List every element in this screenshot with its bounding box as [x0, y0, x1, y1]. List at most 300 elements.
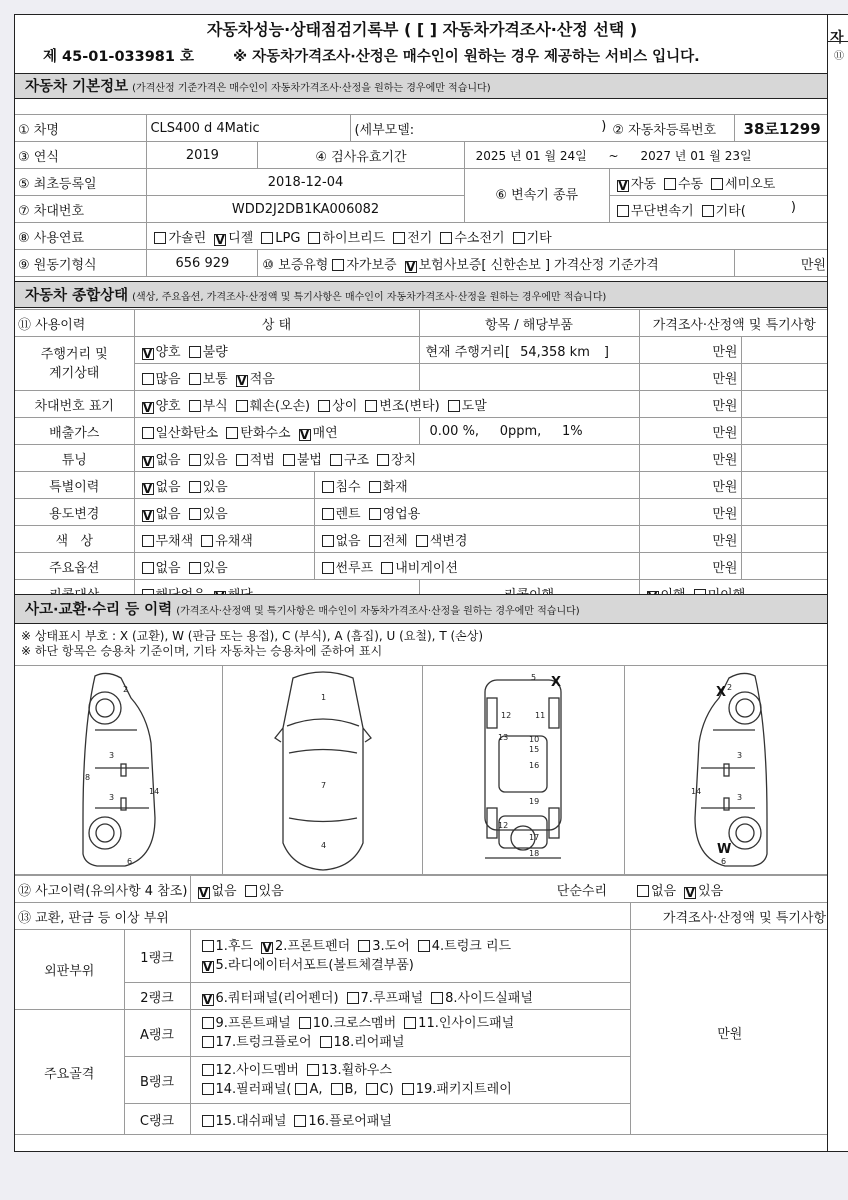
- checkbox-label: 적법: [249, 452, 275, 468]
- warranty-label: ⑩ 보증유형: [262, 257, 329, 273]
- checkbox[interactable]: [664, 178, 676, 190]
- accident-header: [15, 594, 828, 624]
- checkbox[interactable]: [202, 1064, 214, 1076]
- checkbox[interactable]: V: [215, 232, 225, 247]
- top-num-3: 11: [535, 711, 546, 720]
- item-col-header: 항목 / 해당부품: [419, 310, 639, 337]
- top-num-10: 13: [498, 733, 509, 742]
- purpose-change-label: 용도변경: [15, 499, 134, 526]
- checkbox[interactable]: [142, 427, 154, 439]
- car-name-label: ① 차명: [15, 115, 147, 142]
- checkbox[interactable]: [142, 373, 154, 385]
- checkbox[interactable]: [402, 1083, 414, 1095]
- engine-label: ⑨ 원동기형식: [15, 250, 147, 277]
- checkbox[interactable]: [299, 1017, 311, 1029]
- checkbox-label: 있음: [698, 883, 724, 899]
- status-symbol-note: ※ 상태표시 부호 : X (교환), W (판금 또는 용접), C (부식), A (흠집), U (요철), T (손상): [21, 629, 484, 643]
- checkbox-group: [291, 1082, 515, 1097]
- color-label: 색 상: [15, 526, 134, 553]
- top-num-11: 12: [498, 821, 509, 830]
- checkbox-label: 1.후드: [215, 939, 254, 954]
- checkbox[interactable]: V: [618, 178, 628, 193]
- checkbox[interactable]: [404, 1017, 416, 1029]
- rank1-options: [190, 930, 630, 983]
- checkbox[interactable]: [189, 481, 201, 493]
- rankC-label: C랭크: [124, 1104, 190, 1135]
- fuel-options: [147, 223, 828, 250]
- checkbox[interactable]: [448, 400, 460, 412]
- special-history-types: [314, 472, 639, 499]
- transmission-close: ): [790, 199, 796, 215]
- checkbox[interactable]: [261, 232, 273, 244]
- checkbox-label: 2.프론트펜더: [275, 939, 351, 954]
- tuning-options: [134, 445, 639, 472]
- checkbox-group: [633, 884, 727, 899]
- checkbox-label: 하이브리드: [322, 230, 386, 246]
- status-header: [15, 281, 828, 308]
- checkbox[interactable]: V: [142, 454, 153, 469]
- checkbox-label: 전체: [382, 533, 408, 549]
- simple-repair-label: 단순수리: [556, 883, 607, 899]
- rankB-options: [190, 1057, 630, 1104]
- rank2-options: [190, 983, 630, 1010]
- checkbox-label: 없음: [155, 479, 181, 495]
- checkbox-group: [138, 426, 342, 441]
- checkbox-label: 렌트: [335, 506, 361, 522]
- checkbox-group: [613, 177, 779, 192]
- main-option-types: [314, 553, 639, 580]
- checkbox[interactable]: [440, 232, 452, 244]
- checkbox[interactable]: [189, 454, 201, 466]
- mileage-value: 54,358 km: [520, 344, 590, 360]
- reg-number-value: 38로1299: [735, 115, 828, 142]
- checkbox-group: [194, 884, 288, 899]
- checkbox-group: [318, 480, 412, 495]
- checkbox-label: 9.프론트패널: [215, 1016, 291, 1031]
- right-num-1: 2: [727, 683, 733, 692]
- emission-label: 배출가스: [15, 418, 134, 445]
- checkbox-label: 보통: [202, 371, 228, 387]
- accident-history-label: ⑫ 사고이력(유의사항 4 참조): [15, 876, 190, 903]
- checkbox-label: 없음: [651, 883, 677, 899]
- checkbox[interactable]: [202, 1017, 214, 1029]
- top-num-9: 18: [529, 849, 540, 858]
- checkbox[interactable]: [295, 1083, 307, 1095]
- status-symbol-notes: [21, 629, 483, 659]
- checkbox[interactable]: [318, 400, 330, 412]
- special-history-label: 특별이력: [15, 472, 134, 499]
- top-num-8: 17: [529, 833, 540, 842]
- mileage-close: ]: [603, 344, 609, 360]
- checkbox[interactable]: [202, 1115, 214, 1127]
- checkbox[interactable]: V: [142, 481, 153, 496]
- checkbox[interactable]: [347, 992, 359, 1004]
- checkbox-label: 디젤: [228, 230, 254, 246]
- checkbox-label: C): [379, 1082, 394, 1097]
- checkbox-label: 3.도어: [372, 939, 410, 954]
- checkbox-label: 썬루프: [335, 560, 374, 576]
- checkbox[interactable]: [332, 259, 344, 271]
- checkbox-label: 구조: [344, 452, 370, 468]
- color-unit: 만원: [639, 526, 741, 553]
- checkbox[interactable]: V: [142, 508, 153, 523]
- checkbox[interactable]: [307, 1064, 319, 1076]
- checkbox-group: [138, 507, 232, 522]
- checkbox-group: [318, 561, 462, 576]
- top-num-4: 10: [529, 735, 540, 744]
- left-num-2: 3: [109, 751, 115, 760]
- checkbox[interactable]: [322, 562, 334, 574]
- checkbox-label: 11.인사이드패널: [418, 1016, 515, 1031]
- main-option-unit: 만원: [639, 553, 741, 580]
- year-value: 2019: [147, 142, 258, 169]
- checkbox-label: 수동: [678, 176, 704, 192]
- checkbox[interactable]: [369, 535, 381, 547]
- checkbox-group: [318, 507, 425, 522]
- checkbox-label: 13.휠하우스: [320, 1063, 392, 1078]
- rankA-label: A랭크: [124, 1010, 190, 1057]
- checkbox[interactable]: V: [237, 373, 247, 388]
- right-num-4: 14: [691, 787, 702, 796]
- checkbox-label: 18.리어패널: [333, 1035, 405, 1050]
- document-subtitle: [15, 43, 828, 73]
- checkbox-group: [198, 939, 516, 954]
- checkbox[interactable]: [365, 400, 377, 412]
- inspection-to: 2027 년 01 월 23일: [640, 148, 752, 163]
- fuel-label: ⑧ 사용연료: [15, 223, 147, 250]
- left-num-3: 3: [109, 793, 115, 802]
- checkbox[interactable]: [189, 562, 201, 574]
- mileage-state: [134, 337, 419, 364]
- checkbox-label: 수소전기: [454, 230, 505, 246]
- main-option-options: [134, 553, 314, 580]
- checkbox-label: 가솔린: [168, 230, 207, 246]
- checkbox-label: 있음: [202, 560, 228, 576]
- rank1-label: 1랭크: [124, 930, 190, 983]
- checkbox-group: [318, 534, 472, 549]
- checkbox-label: 부식: [202, 398, 228, 414]
- checkbox[interactable]: V: [299, 427, 310, 442]
- checkbox-label: 7.루프패널: [360, 990, 424, 1006]
- accident-heading: 사고·교환·수리 등 이력: [25, 602, 173, 618]
- checkbox-group: [198, 1114, 396, 1129]
- checkbox-group: [150, 231, 555, 246]
- mileage-level: [134, 364, 419, 391]
- checkbox-label: 있음: [202, 452, 228, 468]
- checkbox[interactable]: V: [198, 885, 209, 900]
- top-num-1: 5: [531, 673, 537, 682]
- right-num-3: 3: [737, 793, 743, 802]
- checkbox-label: 훼손(오손): [249, 398, 311, 414]
- checkbox[interactable]: [294, 1115, 306, 1127]
- vin-mark-options: [134, 391, 639, 418]
- left-num-1: 2: [123, 685, 129, 694]
- checkbox-label: 상이: [332, 398, 358, 414]
- left-num-6: 6: [127, 857, 133, 866]
- checkbox[interactable]: [154, 232, 166, 244]
- checkbox-label: 8.사이드실패널: [445, 990, 533, 1006]
- purpose-change-unit: 만원: [639, 499, 741, 526]
- tuning-unit: 만원: [639, 445, 741, 472]
- checkbox-label: 무단변속기: [630, 203, 694, 219]
- checkbox[interactable]: [637, 885, 649, 897]
- checkbox[interactable]: V: [202, 960, 213, 974]
- checkbox-group: [198, 1063, 396, 1078]
- vin-value: WDD2J2DB1KA006082: [147, 196, 464, 223]
- checkbox-label: 기타(: [715, 203, 746, 219]
- checkbox[interactable]: V: [405, 259, 416, 274]
- checkbox[interactable]: [236, 400, 248, 412]
- checkbox-label: B,: [344, 1082, 358, 1097]
- state-col-header: 상 태: [134, 310, 419, 337]
- left-num-4: 8: [85, 773, 91, 782]
- checkbox[interactable]: [369, 508, 381, 520]
- pillar-prefix: 14.필러패널(: [215, 1082, 292, 1097]
- checkbox-group: [138, 561, 232, 576]
- checkbox-group: [613, 204, 750, 219]
- accident-note: (가격조사·산정액 및 특기사항은 매수인이 자동차가격조사·산정을 원하는 경우에만 적습니다): [176, 606, 580, 617]
- simple-repair-options: [630, 876, 828, 903]
- rankB-label: B랭크: [124, 1057, 190, 1104]
- pillar-checkbox[interactable]: [202, 1083, 214, 1095]
- checkbox[interactable]: V: [262, 941, 272, 955]
- car-type-note: ※ 하단 항목은 승용차 기준이며, 기타 자동차는 승용차에 준하여 표시: [21, 644, 383, 658]
- checkbox-label: 있음: [258, 883, 284, 899]
- checkbox-group: [198, 1016, 519, 1031]
- color-types: [314, 526, 639, 553]
- status-table: [15, 309, 828, 607]
- checkbox[interactable]: [320, 1036, 332, 1048]
- car-name-value: CLS400 d 4Matic: [147, 115, 351, 142]
- checkbox[interactable]: [431, 992, 443, 1004]
- checkbox[interactable]: [236, 454, 248, 466]
- checkbox[interactable]: [226, 427, 238, 439]
- checkbox-label: 유채색: [215, 533, 253, 549]
- checkbox-label: 무채색: [155, 533, 194, 549]
- checkbox[interactable]: [142, 562, 154, 574]
- checkbox[interactable]: [189, 400, 201, 412]
- checkbox-label: 전기: [407, 230, 433, 246]
- first-reg-label: ⑤ 최초등록일: [15, 169, 147, 196]
- checkbox[interactable]: [322, 481, 334, 493]
- checkbox-label: 12.사이드멤버: [215, 1063, 299, 1078]
- year-label: ③ 연식: [15, 142, 147, 169]
- checkbox-label: 불법: [296, 452, 322, 468]
- top-num-2: 12: [501, 711, 512, 720]
- rankC-options: [190, 1104, 630, 1135]
- checkbox[interactable]: [358, 940, 370, 952]
- car-diagrams: [15, 665, 828, 875]
- basic-info-note: (가격산정 기준가격은 매수인이 자동차가격조사·산정을 원하는 경우에만 적습니다): [132, 83, 491, 94]
- front-num-2: 7: [321, 781, 327, 790]
- checkbox[interactable]: [369, 481, 381, 493]
- inspection-tilde: ~: [608, 148, 619, 163]
- checkbox[interactable]: [322, 535, 334, 547]
- checkbox-label: 자동: [630, 176, 656, 192]
- mileage-level-unit: 만원: [639, 364, 741, 391]
- checkbox[interactable]: V: [142, 400, 153, 415]
- checkbox[interactable]: [330, 454, 342, 466]
- checkbox-label: 불량: [202, 344, 228, 360]
- top-x-mark: X: [551, 675, 562, 690]
- sub-model-close: ): [601, 118, 607, 134]
- checkbox-label: 변조(변타): [379, 398, 440, 414]
- checkbox[interactable]: [711, 178, 723, 190]
- checkbox-label: 17.트렁크플로어: [215, 1035, 312, 1050]
- checkbox-label: 세미오토: [725, 176, 776, 192]
- car-top-structure-diagram: [473, 668, 573, 873]
- checkbox-group: [198, 1035, 409, 1050]
- checkbox-group: [328, 258, 554, 273]
- basic-info-table: [15, 114, 828, 277]
- rank2-label: 2랭크: [124, 983, 190, 1010]
- top-num-7: 19: [529, 797, 540, 806]
- mileage-price-unit: 만원: [639, 337, 741, 364]
- checkbox[interactable]: [377, 454, 389, 466]
- sub-model-label: (세부모델:: [354, 122, 415, 138]
- price-base-label: 가격산정 기준가격: [554, 257, 659, 273]
- checkbox-label: A,: [309, 1082, 323, 1097]
- checkbox[interactable]: [418, 940, 430, 952]
- checkbox-label: 양호: [155, 344, 181, 360]
- checkbox-label: 탄화수소: [240, 425, 291, 441]
- checkbox-label: 자가보증: [346, 257, 397, 273]
- checkbox-group: [138, 372, 279, 387]
- checkbox[interactable]: [513, 232, 525, 244]
- checkbox-group: [138, 534, 257, 549]
- use-history-label: ⑪ 사용이력: [15, 310, 134, 337]
- status-note: (색상, 주요옵션, 가격조사·산정액 및 특기사항은 매수인이 자동차가격조사·산정을 원하는 경우에만 적습니다): [132, 292, 607, 303]
- next-page-edge: [828, 14, 848, 1152]
- checkbox-label: 도말: [461, 398, 487, 414]
- car-right-side-diagram: [675, 668, 785, 873]
- document-number: 제 45-01-033981 호: [43, 49, 195, 65]
- car-left-side-diagram: [65, 668, 175, 873]
- checkbox[interactable]: [331, 1083, 343, 1095]
- checkbox-label: 내비게이션: [395, 560, 458, 576]
- checkbox-label: 없음: [335, 533, 361, 549]
- vin-label: ⑦ 차대번호: [15, 196, 147, 223]
- checkbox[interactable]: [702, 205, 714, 217]
- checkbox-group: [138, 399, 491, 414]
- checkbox[interactable]: [308, 232, 320, 244]
- rankA-options: [190, 1010, 630, 1057]
- vin-mark-unit: 만원: [639, 391, 741, 418]
- vin-mark-label: 차대번호 표기: [15, 391, 134, 418]
- checkbox-label: 기타: [526, 230, 552, 246]
- transmission-label: ⑥ 변속기 종류: [464, 169, 609, 223]
- right-num-5: 6: [721, 857, 727, 866]
- car-front-diagram: [273, 668, 373, 873]
- checkbox-label: 없음: [155, 560, 181, 576]
- checkbox-label: 영업용: [382, 506, 421, 522]
- checkbox-label: 있음: [202, 479, 228, 495]
- checkbox-label: 19.패키지트레이: [415, 1082, 512, 1097]
- checkbox-label: 색변경: [429, 533, 468, 549]
- main-frame-label: 주요골격: [15, 1010, 124, 1135]
- front-num-3: 4: [321, 841, 327, 850]
- parts-price-unit: 만원: [630, 930, 828, 1135]
- basic-info-header: [15, 73, 828, 99]
- top-num-5: 15: [529, 745, 540, 754]
- emission-values: 0.00 %, 0ppm, 1%: [419, 418, 639, 445]
- checkbox-label: 장치: [391, 452, 417, 468]
- parts-price-label: 가격조사·산정액 및 특기사항: [630, 903, 828, 930]
- inspection-from: 2025 년 01 월 24일: [475, 148, 587, 163]
- checkbox[interactable]: [202, 1036, 214, 1048]
- checkbox[interactable]: [189, 346, 201, 358]
- checkbox-label: 화재: [382, 479, 408, 495]
- side-x-mark: X: [716, 685, 727, 700]
- accident-table: [15, 875, 828, 1135]
- checkbox[interactable]: [366, 1083, 378, 1095]
- next-page-mark: ⑪: [834, 51, 844, 62]
- left-num-5: 14: [149, 787, 160, 796]
- checkbox[interactable]: V: [142, 346, 153, 361]
- checkbox[interactable]: [393, 232, 405, 244]
- special-history-options: [134, 472, 314, 499]
- checkbox-label: 5.라디에이터서포트(볼트체결부품): [215, 958, 414, 973]
- main-option-label: 주요옵션: [15, 553, 134, 580]
- checkbox[interactable]: [189, 508, 201, 520]
- mileage-text: 현재 주행거리[: [425, 344, 511, 360]
- status-heading: 자동차 종합상태: [25, 288, 129, 304]
- checkbox[interactable]: [189, 373, 201, 385]
- checkbox-label: 10.크로스멤버: [312, 1016, 397, 1031]
- checkbox-label: 보험사보증[ 신한손보 ]: [418, 257, 551, 273]
- checkbox[interactable]: [381, 562, 393, 574]
- outer-panel-label: 외판부위: [15, 930, 124, 1010]
- checkbox-label: 없음: [155, 452, 181, 468]
- transmission-opts-row2: [609, 196, 828, 223]
- first-reg-value: 2018-12-04: [147, 169, 464, 196]
- checkbox[interactable]: [245, 885, 257, 897]
- reg-number-label: ② 자동차등록번호: [609, 115, 734, 142]
- inspection-period-label: ④ 검사유효기간: [258, 142, 464, 169]
- checkbox[interactable]: [322, 508, 334, 520]
- price-base-unit: 만원: [735, 250, 828, 277]
- purpose-change-types: [314, 499, 639, 526]
- checkbox[interactable]: V: [202, 992, 213, 1007]
- checkbox[interactable]: [202, 940, 214, 952]
- checkbox[interactable]: [617, 205, 629, 217]
- checkbox-label: 일산화탄소: [155, 425, 219, 441]
- document-title: 자동차성능·상태점검기록부 ( [ ] 자동차가격조사·산정 선택 ): [206, 20, 638, 39]
- emission-unit: 만원: [639, 418, 741, 445]
- checkbox-label: 많음: [155, 371, 181, 387]
- checkbox-label: 4.트렁크 리드: [431, 939, 512, 954]
- service-note: ※ 자동차가격조사·산정은 매수인이 원하는 경우 제공하는 서비스 입니다.: [233, 49, 700, 65]
- checkbox[interactable]: [416, 535, 428, 547]
- basic-info-heading: 자동차 기본정보: [25, 79, 129, 95]
- checkbox-label: 침수: [335, 479, 361, 495]
- checkbox[interactable]: [142, 535, 154, 547]
- checkbox-label: 있음: [202, 506, 228, 522]
- next-page-char: 자: [830, 30, 844, 46]
- checkbox[interactable]: V: [685, 885, 695, 900]
- checkbox[interactable]: [201, 535, 213, 547]
- purpose-change-options: [134, 499, 314, 526]
- checkbox-group: [232, 453, 421, 468]
- checkbox-label: 적음: [249, 371, 275, 387]
- checkbox-label: 15.대쉬패널: [215, 1113, 287, 1129]
- mileage-label: 주행거리 및 계기상태: [15, 337, 134, 391]
- checkbox-label: 16.플로어패널: [308, 1113, 392, 1129]
- checkbox[interactable]: [283, 454, 295, 466]
- checkbox-group: [198, 991, 537, 1006]
- checkbox-label: LPG: [275, 230, 301, 246]
- checkbox-group: [198, 958, 418, 973]
